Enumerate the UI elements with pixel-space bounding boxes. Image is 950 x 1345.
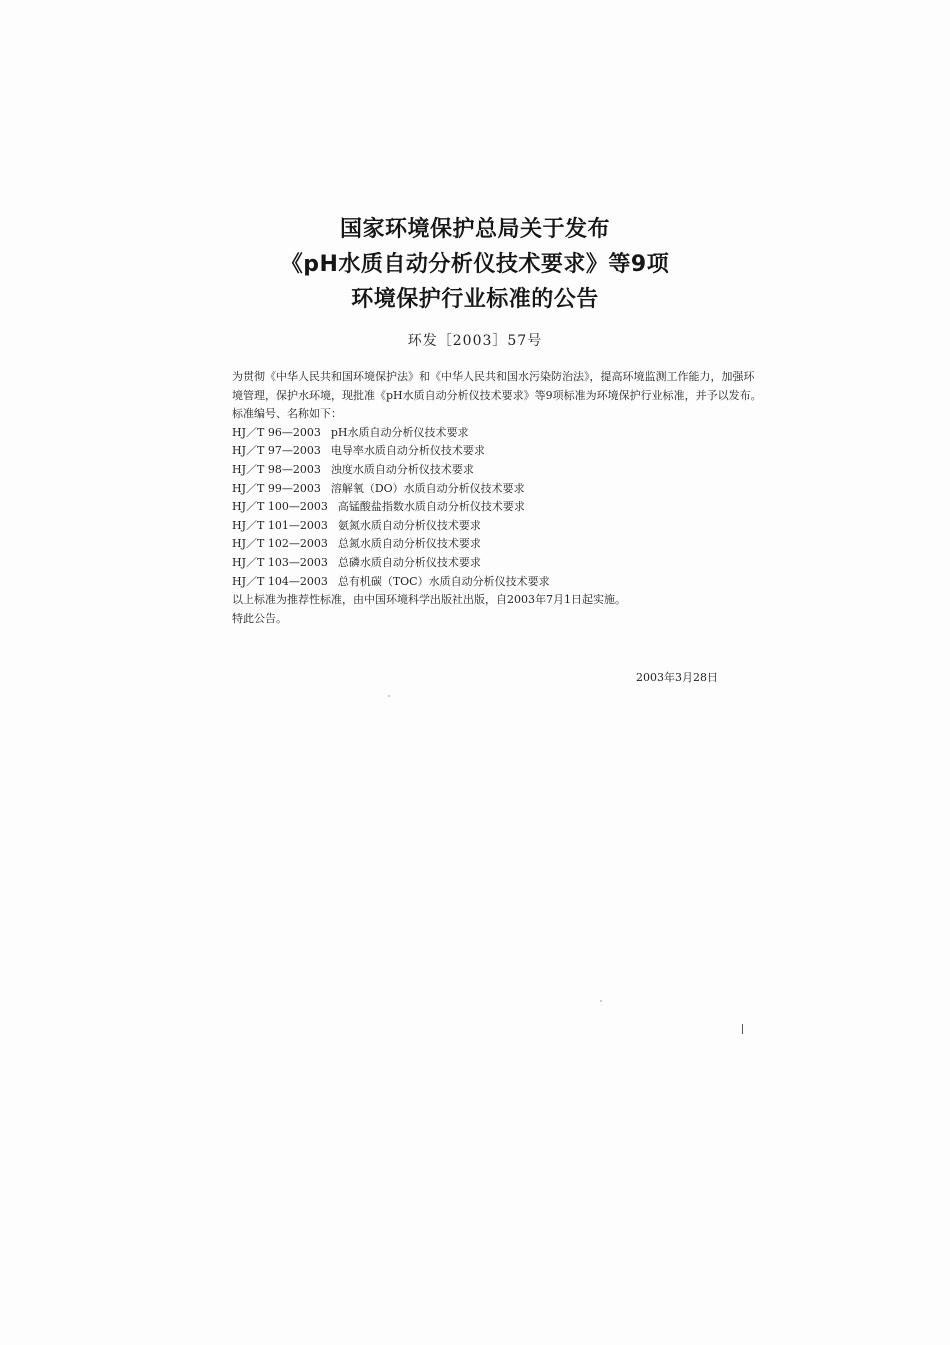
issue-date: 2003年3月28日 [636, 671, 718, 684]
intro-paragraph: 为贯彻《中华人民共和国环境保护法》和《中华人民共和国水污染防治法》，提高环境监测工作能力，加强环境管理，保护水环境，现批准《pH水质自动分析仪技术要求》等9项标准为环境保护行业标准，并予以发布。 [232, 370, 762, 402]
standard-code: HJ／T 99—2003 [232, 481, 321, 495]
standard-item [232, 442, 762, 461]
page-number-mark [742, 1024, 743, 1034]
scan-speck [600, 1000, 602, 1002]
notice-body [232, 368, 762, 628]
title-line-1: 国家环境保护总局关于发布 [339, 217, 610, 242]
standard-name: 浊度水质自动分析仪技术要求 [330, 462, 474, 476]
standard-code: HJ／T 102—2003 [232, 537, 328, 551]
standard-item [232, 554, 762, 573]
standards-list [232, 424, 762, 591]
standard-name: 氨氮水质自动分析仪技术要求 [337, 518, 481, 532]
document-number: 环发［2003］57号 [407, 333, 543, 349]
standard-code: HJ／T 98—2003 [232, 462, 321, 476]
standard-code: HJ／T 101—2003 [232, 518, 328, 532]
standard-item [232, 517, 762, 536]
notice-title [0, 212, 950, 317]
closing-paragraph: 以上标准为推荐性标准，由中国环境科学出版社出版，自2003年7月1日起实施。 [232, 593, 626, 607]
standard-name: 总磷水质自动分析仪技术要求 [337, 555, 481, 569]
standard-name: 电导率水质自动分析仪技术要求 [330, 444, 485, 458]
standard-code: HJ／T 97—2003 [232, 444, 321, 458]
title-line-3: 环境保护行业标准的公告 [351, 287, 599, 312]
closing-phrase: 特此公告。 [232, 611, 287, 625]
standard-code: HJ／T 104—2003 [232, 574, 328, 588]
standard-name: pH水质自动分析仪技术要求 [330, 425, 469, 439]
standard-item [232, 498, 762, 517]
standard-code: HJ／T 100—2003 [232, 500, 328, 514]
standard-item [232, 573, 762, 592]
standard-item [232, 480, 762, 499]
title-line-2: 《pH水质自动分析仪技术要求》等9项 [280, 252, 670, 277]
standard-name: 溶解氧（DO）水质自动分析仪技术要求 [330, 481, 525, 495]
standard-code: HJ／T 96—2003 [232, 425, 321, 439]
standard-code: HJ／T 103—2003 [232, 555, 328, 569]
standard-name: 总氮水质自动分析仪技术要求 [337, 537, 481, 551]
standard-name: 总有机碳（TOC）水质自动分析仪技术要求 [337, 574, 550, 588]
standard-name: 高锰酸盐指数水质自动分析仪技术要求 [337, 500, 525, 514]
list-intro: 标准编号、名称如下： [232, 407, 342, 421]
standard-item [232, 424, 762, 443]
standard-item [232, 535, 762, 554]
standard-item [232, 461, 762, 480]
scan-speck [388, 695, 390, 697]
